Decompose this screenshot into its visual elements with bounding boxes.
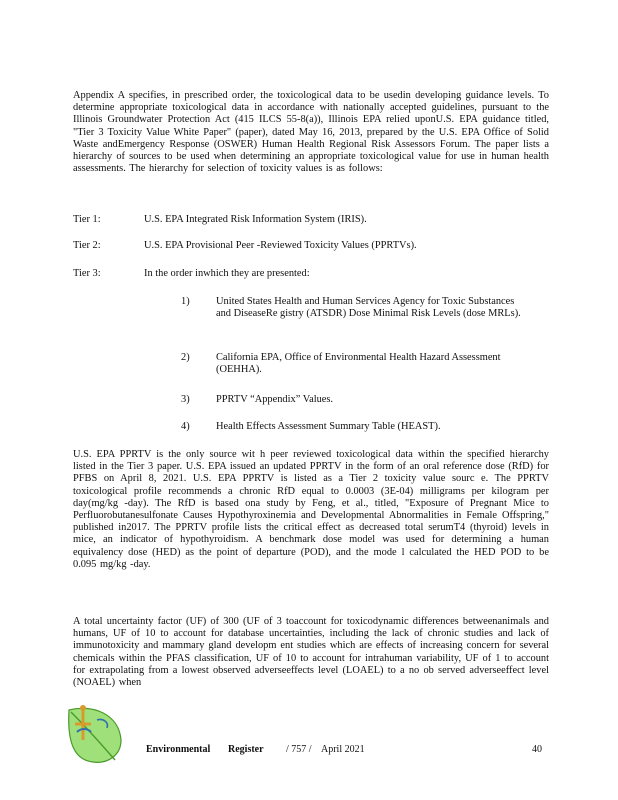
item-text: California EPA, Office of Environmental Health Hazard Assessment (OEHHA). xyxy=(216,352,501,376)
tier-3-label: Tier 3: xyxy=(73,268,101,279)
item-text: United States Health and Human Services Agency for Toxic Substances and DiseaseRe gistry (ATSDR) Dose Minimal Risk Levels (dose MRLs). xyxy=(216,296,521,320)
tier-1-text: U.S. EPA Integrated Risk Information System (IRIS). xyxy=(144,214,367,225)
footer-page-number: 40 xyxy=(532,744,542,755)
tier-2-label: Tier 2: xyxy=(73,240,101,251)
footer-publication: Environmental xyxy=(146,744,211,755)
item-number: 2) xyxy=(181,352,190,363)
uncertainty-paragraph: A total uncertainty factor (UF) of 300 (UF of 3 toaccount for toxicodynamic differences betweenanimals and humans, UF of 10 to account for database uncertainties, including the lack of chronic studies and lack of immunotoxicity and mammary gland developm ent studies which are effects of increasing concern for several chemicals within the PFAS classification, UF of 10 to account for intrahuman variability, UF of 1 to account for extrapolating from a lowest observed adverseeffects level (LOAEL) to a no ob served adverseeffect level (NOAEL) when xyxy=(73,616,549,689)
environmental-register-logo xyxy=(63,700,125,766)
footer-register: Register xyxy=(228,744,264,755)
item-number: 4) xyxy=(181,421,190,432)
intro-paragraph: Appendix A specifies, in prescribed order, the toxicological data to be usedin developing guidance levels. To determine appropriate toxicological data in accordance with nationally accepted guidelines, pursuant to the Illinois Groundwater Protection Act (415 ILCS 55-8(a)), Illinois EPA relied uponU.S. EPA guidance titled, "Tier 3 Toxicity Value White Paper" (paper), dated May 16, 2013, prepared by the U.S. EPA Office of Solid Waste andEmergency Response (OSWER) Human Health Regional Risk Assessors Forum. The paper lists a hierarchy of sources to be used when determining an appropriate toxicological value for use in human health assessments. The hierarchy for selection of toxicity values is as follows: xyxy=(73,90,549,175)
item-text: PPRTV “Appendix” Values. xyxy=(216,394,334,405)
tier-2-text: U.S. EPA Provisional Peer -Reviewed Toxicity Values (PPRTVs). xyxy=(144,240,417,251)
tier-3-text: In the order inwhich they are presented: xyxy=(144,268,310,279)
tier-1-label: Tier 1: xyxy=(73,214,101,225)
item-number: 1) xyxy=(181,296,190,307)
item-number: 3) xyxy=(181,394,190,405)
footer-issue: / 757 / xyxy=(286,744,312,755)
footer-date: April 2021 xyxy=(321,744,365,755)
item-text: Health Effects Assessment Summary Table (HEAST). xyxy=(216,421,441,432)
pprtv-paragraph: U.S. EPA PPRTV is the only source wit h peer reviewed toxicological data within the specified hierarchy listed in the Tier 3 paper. U.S. EPA issued an updated PPRTV in the form of an oral reference dose (RfD) for PFBS on April 8, 2021. U.S. EPA PPRTV is listed as a Tier 2 toxicity value sourc e. The PPRTV toxicological profile recommends a chronic RfD equal to 0.0003 (3E-04) milligrams per kilogram per day(mg/kg -day). The RfD is based ona study by Feng, et al., titled, "Exposure of Pregnant Mice to Perfluorobutanesulfonate Causes Hypothyroxinemia and Developmental Abnormalities in Female Offspring," published in2017. The PPRTV profile lists the critical effect as decreased total serumT4 (thyroid) levels in mice, an indicator of hypothyroidism. A benchmark dose model was used for determining a human equivalency dose (HED) as the point of departure (POD), and the mode l calculated the HED POD to be 0.095 mg/kg -day. xyxy=(73,449,549,570)
